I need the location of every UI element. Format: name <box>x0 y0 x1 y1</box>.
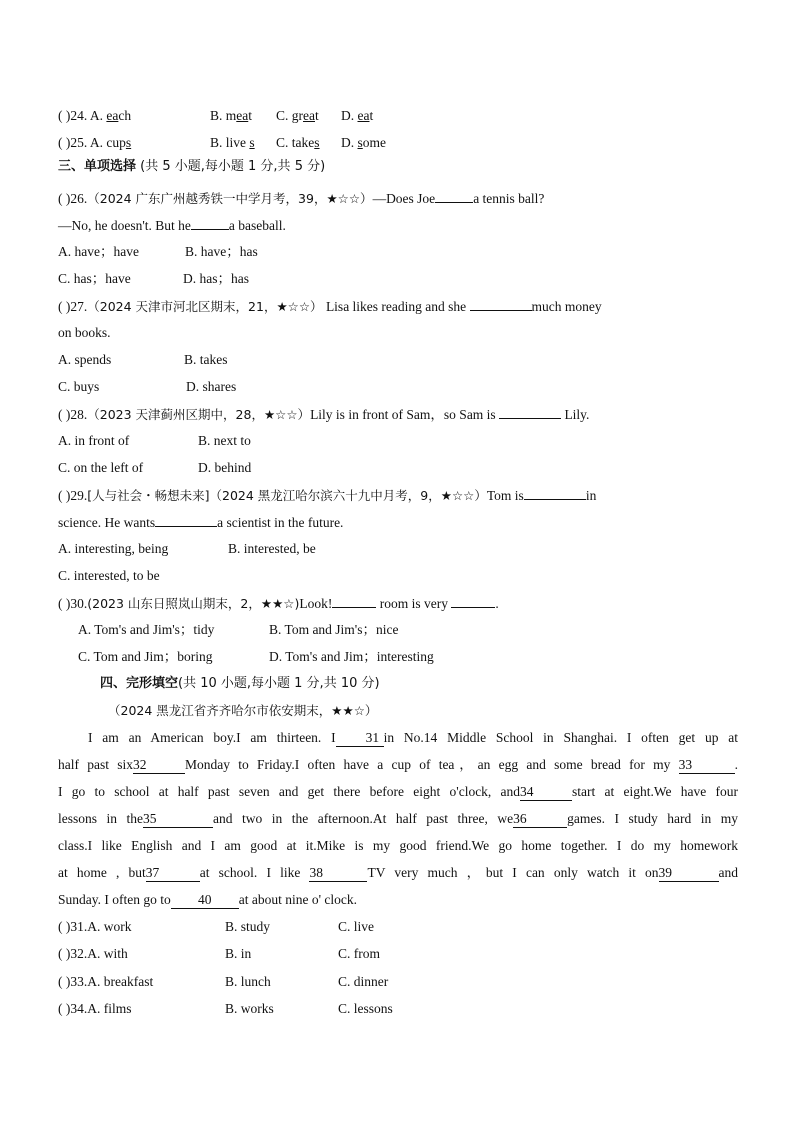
question-27-options-1 <box>58 350 738 370</box>
question-28 <box>58 404 738 424</box>
blank-34[interactable]: 34 <box>520 784 572 801</box>
option-b: B. meat <box>210 108 253 123</box>
question-text: a baseball. <box>228 218 286 233</box>
answer-paren: ( ) <box>58 135 71 150</box>
answer-paren: ( ) <box>58 946 71 961</box>
answer-paren: ( ) <box>58 108 71 123</box>
question-number: 27. <box>70 299 88 314</box>
option-d: D. behind <box>198 460 252 475</box>
answer-paren: ( ) <box>58 1001 71 1016</box>
passage-line-5: class.I like English and I am good at it.Mike is my good friend.We go home together. I do my homework <box>58 838 738 853</box>
question-30-options-1 <box>78 620 738 640</box>
section-note: (共 10 小题,每小题 1 分,共 10 分) <box>178 676 380 691</box>
passage-line-2: half past six32 Monday to Friday.I often have a cup of tea，an egg and some bread for my 33 . <box>58 757 738 772</box>
question-number: 30. <box>70 596 88 611</box>
answer-paren: ( ) <box>58 919 71 934</box>
cloze-question-31 <box>58 917 738 937</box>
answer-blank[interactable] <box>435 188 473 203</box>
question-number: 26. <box>70 191 88 206</box>
question-text: a scientist in the future. <box>217 515 344 530</box>
cloze-question-34 <box>58 999 738 1019</box>
option-d: D. some <box>341 135 387 150</box>
option-b: B. works <box>225 1001 274 1016</box>
option-c: C. from <box>338 946 380 961</box>
answer-paren: ( ) <box>58 299 71 314</box>
option-c: C. on the left of <box>58 460 144 475</box>
answer-paren: ( ) <box>58 488 71 503</box>
section-note: (共 5 小题,每小题 1 分,共 5 分) <box>136 159 326 174</box>
answer-blank[interactable] <box>191 215 229 230</box>
question-28-options-2 <box>58 458 738 478</box>
blank-31[interactable]: 31 <box>336 730 384 747</box>
option-b: B. study <box>225 919 271 934</box>
option-c: C. great <box>276 108 319 123</box>
option-b: B. next to <box>198 433 251 448</box>
question-29-line-2 <box>58 512 738 532</box>
question-29-options-1 <box>58 539 738 559</box>
question-26-line-2 <box>58 215 738 235</box>
question-text: . <box>495 596 499 611</box>
question-26 <box>58 188 738 208</box>
blank-37[interactable]: 37 <box>146 865 200 882</box>
question-source: （2024 天津市河北区期末，21，★☆☆） <box>87 299 323 314</box>
passage-line-6: at home , but37 at school. I like 38 TV very much ，but I can only watch it on39 and <box>58 865 738 880</box>
option-c: C. buys <box>58 379 100 394</box>
answer-blank[interactable] <box>470 296 532 311</box>
answer-paren: ( ) <box>58 974 71 989</box>
option-c: C. Tom and Jim；boring <box>78 649 213 664</box>
option-b: B. live s <box>210 135 255 150</box>
option-a: 31.A. work <box>70 919 132 934</box>
blank-32[interactable]: 32 <box>133 757 185 774</box>
question-text: science. He wants <box>58 515 156 530</box>
question-27-line-2 <box>58 323 738 343</box>
option-a: A. spends <box>58 352 112 367</box>
option-a: each <box>106 108 132 123</box>
answer-blank[interactable] <box>499 404 561 419</box>
blank-39[interactable]: 39 <box>659 865 719 882</box>
option-b: B. Tom and Jim's；nice <box>269 622 399 637</box>
section-title: 三、单项选择 <box>58 159 137 174</box>
section-4-source <box>108 701 738 721</box>
blank-40[interactable]: 40 <box>171 892 239 909</box>
option-a: 32.A. with <box>70 946 128 961</box>
question-28-options-1 <box>58 431 738 451</box>
question-text: —No, he doesn't. But he <box>58 218 191 233</box>
option-b: B. interested, be <box>228 541 316 556</box>
question-text: Look! <box>299 596 333 611</box>
passage-line-1: I am an American boy.I am thirteen. I 31 in No.14 Middle School in Shanghai. I often get up at <box>88 730 739 745</box>
answer-paren: ( ) <box>58 596 71 611</box>
question-text: room is very <box>376 596 452 611</box>
question-source: （2023 天津蓟州区期中，28，★☆☆） <box>87 407 311 422</box>
option-c: C. interested, to be <box>58 568 160 583</box>
answer-paren: ( ) <box>58 407 71 422</box>
question-text: on books. <box>58 325 111 340</box>
blank-33[interactable]: 33 <box>679 757 735 774</box>
question-source: (2023 山东日照岚山期末，2，★★☆) <box>87 596 300 611</box>
question-text: Tom is <box>486 488 524 503</box>
question-text: a tennis ball? <box>473 191 545 206</box>
question-25 <box>58 133 738 153</box>
blank-36[interactable]: 36 <box>513 811 567 828</box>
passage-line-3: I go to school at half past seven and get there before eight o'clock, and34 start at eight.We have four <box>58 784 738 799</box>
option-c: C. dinner <box>338 974 389 989</box>
question-26-options-2 <box>58 269 738 289</box>
answer-blank[interactable] <box>451 593 495 608</box>
question-text: Lily. <box>561 407 590 422</box>
answer-blank[interactable] <box>332 593 376 608</box>
section-3-heading <box>58 157 738 177</box>
option-d: D. Tom's and Jim；interesting <box>269 649 434 664</box>
option-b: B. have；has <box>185 244 258 259</box>
question-number: 28. <box>70 407 88 422</box>
option-a: cups <box>106 135 132 150</box>
option-a: 34.A. films <box>70 1001 132 1016</box>
option-a: A. Tom's and Jim's；tidy <box>78 622 215 637</box>
option-d: D. eat <box>341 108 374 123</box>
passage-line-4: lessons in the35 and two in the afternoon.At half past three, we36 games. I study hard in my <box>58 811 738 826</box>
answer-paren: ( ) <box>58 191 71 206</box>
passage-source: （2024 黑龙江省齐齐哈尔市依安期末，★★☆） <box>108 703 378 718</box>
question-29 <box>58 485 738 505</box>
answer-blank[interactable] <box>155 512 217 527</box>
option-a: 33.A. breakfast <box>70 974 154 989</box>
option-a: A. have；have <box>58 244 139 259</box>
question-text: —Does Joe <box>372 191 436 206</box>
question-text: Lily is in front of Sam，so Sam is <box>310 407 500 422</box>
option-a: A. interesting, being <box>58 541 169 556</box>
option-d: D. shares <box>186 379 237 394</box>
option-c: C. live <box>338 919 374 934</box>
question-27-options-2 <box>58 377 738 397</box>
answer-blank[interactable] <box>524 485 586 500</box>
section-4-heading <box>100 674 738 694</box>
question-tag: [人与社会・畅想未来] <box>87 488 210 503</box>
question-text: much money <box>531 299 602 314</box>
passage-line-7: Sunday. I often go to 40 at about nine o' clock. <box>58 892 358 907</box>
question-number: 29. <box>70 488 88 503</box>
question-text: Lisa likes reading and she <box>322 299 470 314</box>
option-c: C. lessons <box>338 1001 393 1016</box>
question-text: in <box>585 488 597 503</box>
option-b: B. in <box>225 946 252 961</box>
question-30-options-2 <box>78 647 738 667</box>
question-27 <box>58 296 738 316</box>
section-title: 四、完形填空 <box>100 676 179 691</box>
question-29-options-2 <box>58 566 738 586</box>
option-c: C. takes <box>276 135 320 150</box>
question-24 <box>58 106 738 126</box>
option-a: A. in front of <box>58 433 130 448</box>
blank-38[interactable]: 38 <box>309 865 367 882</box>
cloze-question-33 <box>58 972 738 992</box>
question-26-options-1 <box>58 242 738 262</box>
question-number: 25. A. <box>70 135 107 150</box>
option-c: C. has；have <box>58 271 131 286</box>
question-source: （2024 黑龙江哈尔滨六十九中月考，9，★☆☆） <box>209 488 487 503</box>
question-number: 24. A. <box>70 108 107 123</box>
blank-35[interactable]: 35 <box>143 811 213 828</box>
option-b: B. lunch <box>225 974 271 989</box>
question-source: （2024 广东广州越秀铁一中学月考，39，★☆☆） <box>87 191 373 206</box>
option-d: D. has；has <box>183 271 249 286</box>
question-30 <box>58 593 738 613</box>
option-b: B. takes <box>184 352 228 367</box>
cloze-question-32 <box>58 944 738 964</box>
